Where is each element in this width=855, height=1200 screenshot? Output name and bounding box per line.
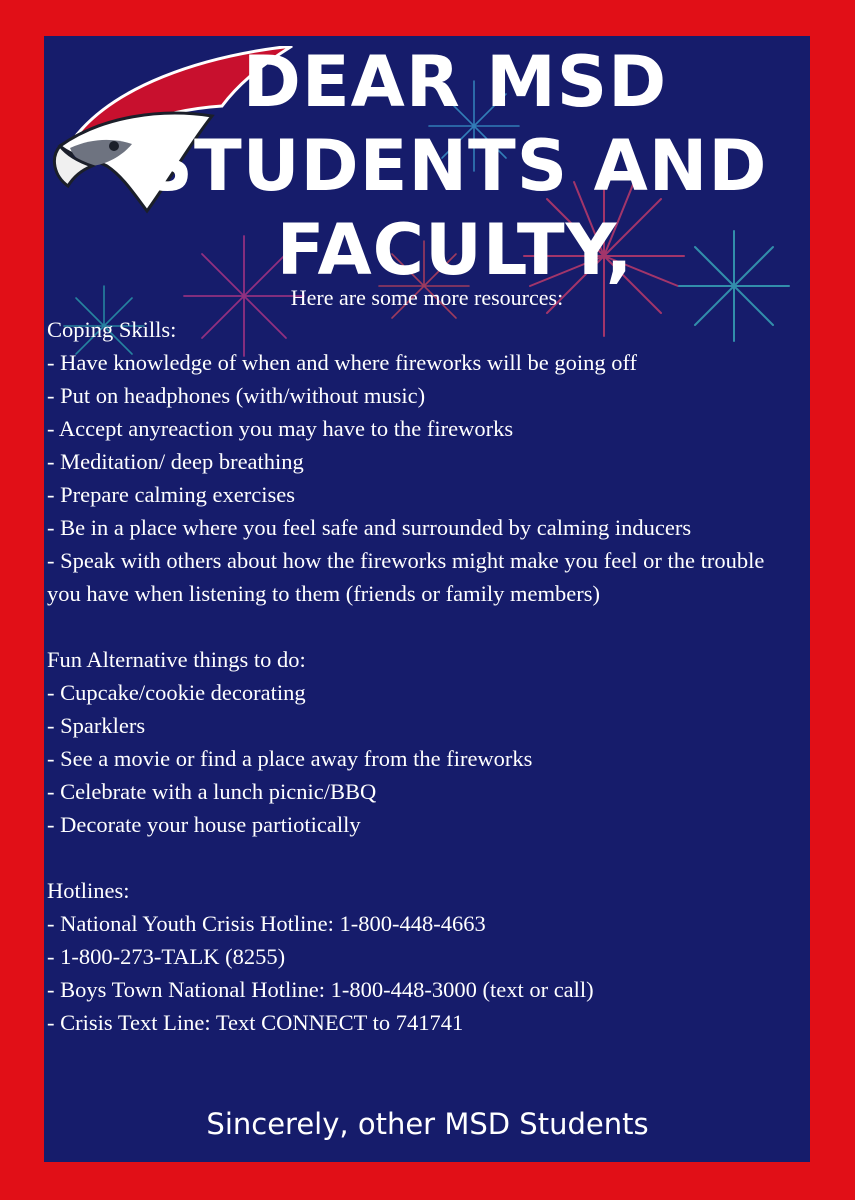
fun-heading: Fun Alternative things to do:	[47, 647, 306, 672]
spacer	[47, 841, 802, 874]
list-item: - Celebrate with a lunch picnic/BBQ	[47, 779, 377, 804]
title-line: FACULTY,	[276, 209, 634, 291]
list-item: - Accept anyreaction you may have to the fireworks	[47, 416, 514, 441]
title-line: STUDENTS AND	[142, 125, 768, 207]
list-item: - Speak with others about how the fireworks might make you feel or the trouble you have when listening to them (friends or family members)	[47, 548, 765, 606]
list-item: - Sparklers	[47, 713, 146, 738]
hotline-item: - Crisis Text Line: Text CONNECT to 741741	[47, 1010, 464, 1035]
list-item: - Meditation/ deep breathing	[47, 449, 304, 474]
signoff: Sincerely, other MSD Students	[206, 1107, 649, 1141]
list-item: - Be in a place where you feel safe and surrounded by calming inducers	[47, 515, 692, 540]
list-item: - Decorate your house partiotically	[47, 812, 361, 837]
hotline-item: - 1-800-273-TALK (8255)	[47, 944, 286, 969]
title-line: DEAR MSD	[242, 41, 668, 123]
list-item: - Cupcake/cookie decorating	[47, 680, 306, 705]
list-item: - Have knowledge of when and where fireworks will be going off	[47, 350, 638, 375]
list-item: - Put on headphones (with/without music)	[47, 383, 426, 408]
intro-text: Here are some more resources:	[290, 285, 564, 310]
spacer	[47, 610, 802, 643]
hotline-item: - National Youth Crisis Hotline: 1-800-448-4663	[47, 911, 486, 936]
hotlines-heading: Hotlines:	[47, 878, 130, 903]
list-item: - Prepare calming exercises	[47, 482, 296, 507]
hotline-item: - Boys Town National Hotline: 1-800-448-3000 (text or call)	[47, 977, 594, 1002]
coping-heading: Coping Skills:	[47, 317, 177, 342]
page-title	[95, 40, 815, 292]
resource-list	[47, 313, 802, 1039]
list-item: - See a movie or find a place away from the fireworks	[47, 746, 533, 771]
